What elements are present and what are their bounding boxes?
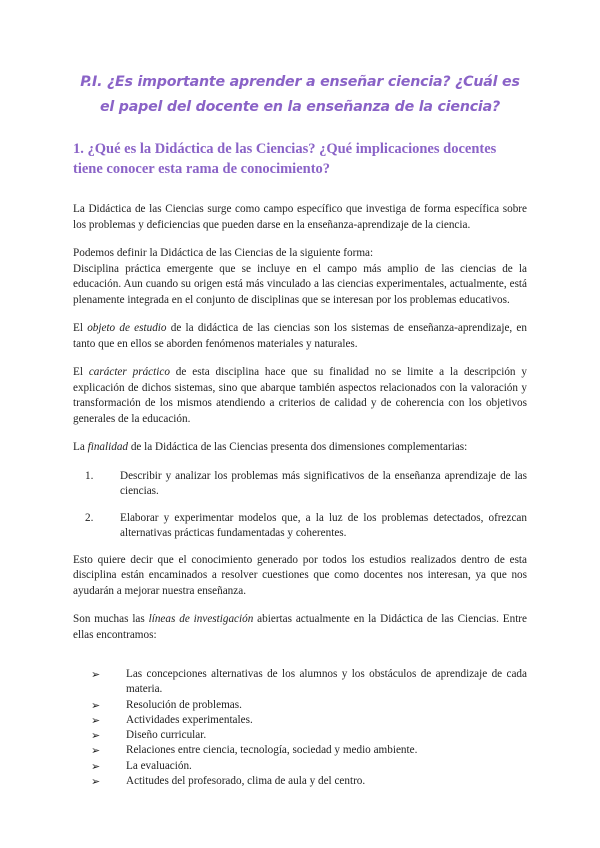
text-run: de esta disciplina hace que su finalidad no se limite a la descripción y explicación de dichos sistemas, sino que abarque también aspectos relacionados con la valoración y transformación de los mismos atendiendo a criterios de calidad y de coherencia con los objetivos generales de la educación. [73, 366, 527, 425]
paragraph-practical-character [73, 365, 527, 427]
arrow-bullet-icon: ➢ [91, 698, 101, 712]
section-heading: 1. ¿Qué es la Didáctica de las Ciencias? ¿Qué implicaciones docentes tiene conocer esta rama de conocimiento? [73, 141, 497, 177]
text-run: Son muchas las [73, 613, 149, 625]
list-item-text: Actividades experimentales. [126, 713, 253, 726]
list-number: 1. [85, 469, 94, 482]
paragraph-definition-lead: Podemos definir la Didáctica de las Ciencias de la siguiente forma: [73, 247, 374, 259]
list-item [91, 713, 527, 728]
paragraph-intro: La Didáctica de las Ciencias surge como campo específico que investiga de forma específica sobre los problemas y deficiencias que pueden darse en la enseñanza-aprendizaje de la ciencia. [73, 203, 527, 231]
paragraph-purpose [73, 440, 527, 456]
emphasis-text: objeto de estudio [87, 322, 167, 334]
list-item-text: La evaluación. [126, 759, 192, 772]
text-run: El [73, 366, 89, 378]
paragraph-knowledge: Esto quiere decir que el conocimiento generado por todos los estudios realizados dentro de esta disciplina están encaminados a resolver cuestiones que como docentes nos interesan, ya que nos ayudarán a mejorar nuestra enseñanza. [73, 553, 527, 597]
list-item [91, 698, 527, 713]
list-item-text: Describir y analizar los problemas más significativos de la enseñanza aprendizaje de las ciencias. [120, 469, 527, 497]
arrow-bullet-icon: ➢ [91, 759, 101, 773]
list-item-text: Las concepciones alternativas de los alumnos y los obstáculos de aprendizaje de cada materia. [126, 668, 527, 696]
emphasis-text: finalidad [87, 441, 129, 453]
list-item-text: Diseño curricular. [126, 729, 207, 742]
paragraph-object-of-study [73, 321, 527, 352]
emphasis-text: líneas de investigación [148, 613, 254, 625]
text-run: abiertas actualmente en la Didáctica de las Ciencias. Entre ellas encontramos: [73, 613, 528, 641]
numbered-list [73, 469, 527, 542]
list-item [91, 728, 527, 743]
arrow-bullet-icon: ➢ [91, 729, 101, 743]
text-run: La [73, 441, 88, 453]
list-item [91, 759, 527, 774]
arrow-bullet-icon: ➢ [91, 668, 101, 681]
arrow-bullet-icon: ➢ [91, 744, 101, 758]
paragraph-research-lines [73, 612, 527, 643]
text-run: El [73, 322, 88, 334]
bullet-list [73, 667, 527, 789]
list-item [91, 743, 527, 758]
text-run: de la didáctica de las ciencias son los sistemas de enseñanza-aprendizaje, en tanto que en ellos se aborden fenómenos materiales y naturales. [73, 322, 527, 350]
arrow-bullet-icon: ➢ [91, 713, 101, 727]
document-title: P.I. ¿Es importante aprender a enseñar ciencia? ¿Cuál es el papel del docente en la enseñanza de la ciencia? [80, 74, 520, 115]
list-item [85, 511, 527, 542]
list-item [91, 774, 527, 789]
emphasis-text: carácter práctico [88, 366, 170, 378]
list-item-text: Elaborar y experimentar modelos que, a la luz de los problemas detectados, ofrezcan alternativas prácticas fundamentadas y coherentes. [120, 511, 527, 539]
list-number: 2. [85, 511, 94, 524]
list-item-text: Actitudes del profesorado, clima de aula y del centro. [126, 775, 366, 788]
arrow-bullet-icon: ➢ [91, 775, 101, 789]
list-item [91, 667, 527, 698]
text-run: de la Didáctica de las Ciencias presenta dos dimensiones complementarias: [128, 441, 468, 453]
list-item-text: Relaciones entre ciencia, tecnología, sociedad y medio ambiente. [126, 744, 418, 757]
list-item-text: Resolución de problemas. [126, 698, 242, 711]
paragraph-definition-body: Disciplina práctica emergente que se incluye en el campo más amplio de las ciencias de la educación. Aun cuando su origen está más vinculado a las ciencias experimentales, actualmente, está plenamente integrada en el conjunto de disciplinas que se interesan por los problemas educativos. [73, 262, 527, 306]
list-item [85, 469, 527, 500]
